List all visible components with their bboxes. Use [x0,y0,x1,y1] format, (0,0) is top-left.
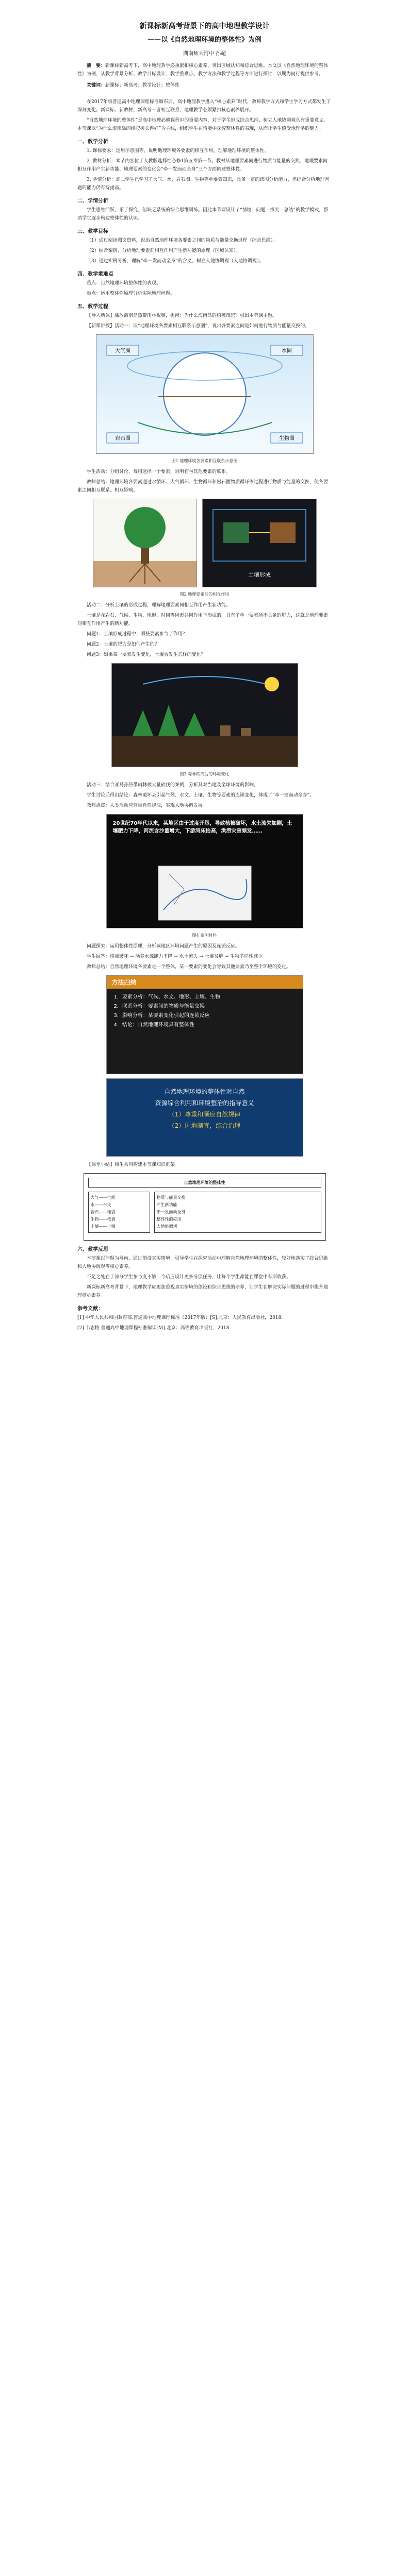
framework-left-item: 大气——气候 [90,1195,116,1200]
framework-left-item: 水——水文 [90,1202,111,1207]
sphere-label: 大气圈 [114,348,130,354]
case-text: 20世纪70年代以来，某地区由于过度开垦，导致植被破坏，水土流失加剧，土壤肥力下降，河流含沙量增大，下游河床抬高，洪涝灾害频发…… [112,821,292,834]
section-heading: 二、学情分析 [77,198,108,204]
paragraph: 重点：自然地理环境整体性的表现。 [87,281,161,286]
soil-panel-diagram [203,499,316,587]
paragraph: （3）通过实例分析，理解“牵一发而动全身”的含义，树立人地协调观（人地协调观）。 [87,259,264,264]
framework-right-item: 整体性的应用 [156,1217,182,1222]
framework-right-item: 物质与能量交换 [156,1195,186,1200]
panel-block [270,522,296,543]
section-heading: 一、教学分析 [77,139,108,145]
section-heading: 五、教学过程 [77,304,108,310]
paragraph: 【导入新课】播放海南岛热带雨林视频，提问：为什么海南岛的植被茂密？引出本节课主题。 [87,313,277,318]
section-heading: 六、教学反思 [77,1247,108,1252]
figure-case-material [106,814,303,928]
paragraph: 难点：运用整体性原理分析实际地理问题。 [87,291,175,296]
figure-caption: 图3 森林砍伐后的环境变化 [179,772,230,776]
framework-row [88,1192,321,1233]
paragraph: 不足之处在于部分学生参与度不够，今后应设计更多分层任务，让每个学生都能在课堂中有所收获。 [87,1275,291,1280]
method-line: 3．影响分析：某要素变化引起的连锁反应 [113,1013,210,1019]
section-heading: 四、教学重难点 [77,272,113,277]
tree-shape [184,713,205,736]
figure-soil-panel [202,499,317,587]
earth-circle [163,353,246,435]
abstract-label: 摘 要： [87,63,106,69]
figure-row [77,499,332,587]
tree-shape [158,705,179,736]
framework-right-item: 产生新功能 [156,1202,177,1207]
figure-guidance-slide [106,1078,303,1157]
paragraph: 1. 课标要求：运用示意图等，说明地理环境各要素的相互作用，理解地理环境的整体性。 [87,148,269,154]
method-title: 方法归纳 [107,976,303,989]
framework-right [154,1192,321,1233]
tree-diagram [93,499,197,587]
tree-shape [133,710,153,736]
paragraph: 问题探究：运用整体性原理，分析该地区环境问题产生的原因及连锁反应。 [87,944,240,949]
guidance-line: 自然地理环境的整体性对自然 [164,1088,245,1095]
panel-block [223,522,249,543]
case-map [107,863,303,925]
method-line: 1．要素分析：气候、水文、地形、土壤、生物 [113,994,220,1000]
keywords-label: 关键词： [87,83,106,88]
doc-title: 新课标新高考背景下的高中地理教学设计 [139,22,270,30]
paragraph: 教师总结：自然地理环境各要素是一个整体，某一要素的变化会导致其他要素乃至整个环境的变化。 [87,964,291,970]
deforestation-diagram [112,664,298,767]
paragraph: 问题1：土壤形成过程中，哪些要素参与了作用？ [87,632,187,637]
doc-author: 湖南师大附中 孙超 [183,51,226,57]
paragraph: 学生讨论后得出结论：森林破坏会引起气候、水文、土壤、生物等要素的连锁变化，体现了“牵一发而动全身”。 [87,793,315,798]
sphere-label: 生物圈 [279,436,295,442]
intro-paragraph: 在2017年版普通高中地理课程标准颁布后，高中地理教学进入“核心素养”时代，教师教学方式和学生学习方式都发生了深刻变化。新课标、新教材、新高考三者相互联系，地理教学必须紧扣核心素养展开。 [77,99,331,113]
guidance-line: 资源综合利用和环境整治的指导意义 [155,1099,254,1107]
paragraph: 问题3：如果某一要素发生变化，土壤会发生怎样的变化？ [87,652,206,657]
paragraph: 新课标新高考背景下，地理教学应更加重视真实情境的创设和综合思维的培养，让学生在解决实际问题的过程中提升地理核心素养。 [77,1285,329,1298]
section-heading: 三、教学目标 [77,229,108,234]
guidance-line: （2）因地制宜，综合治理 [168,1122,241,1129]
figure-tree [93,499,197,587]
framework-title: 自然地理环境的整体性 [88,1178,321,1188]
doc-subtitle: ——以《自然地理环境的整体性》为例 [147,36,261,44]
panel-label: 土壤形成 [248,571,271,578]
spheres-diagram [96,335,313,453]
references-heading: 参考文献： [77,1306,103,1312]
map-frame [158,866,251,920]
paragraph: 教师点拨：人类活动应尊重自然规律，实现人地协调发展。 [87,803,208,808]
framework-left [88,1192,150,1233]
figure-method-slide [106,975,303,1074]
paragraph: 活动三：结合亚马孙热带雨林被大量砍伐的案例，分析其对当地及全球环境的影响。 [87,783,259,788]
paragraph: 学生活动：分组讨论，每组选择一个要素，说明它与其他要素的联系。 [87,469,231,474]
framework-left-item: 岩石——地貌 [90,1210,116,1214]
paragraph: 2. 教材分析：本节内容位于人教版选择性必修1第五章第一节。教材从地理要素间进行物质与能量的交换、地理要素间相互作用产生新功能、地理要素的变化会“牵一发而动全身”三个方面阐述整体性。 [77,159,328,172]
paragraph: 学生思维活跃，乐于探究，但缺乏系统的综合思维训练。因此本节课设计了“情境—问题—探究—总结”的教学模式，帮助学生逐步构建整体性的认识。 [77,208,329,221]
abstract [77,62,332,78]
paragraph: 【课堂小结】师生共同构建本节课知识框架。 [87,1162,180,1167]
figure-caption: 图1 地理环境各要素相互联系示意图 [171,459,238,463]
paragraph: 学生回答：植被破坏 → 涵养水源能力下降 → 水土流失 → 土壤贫瘠 → 生物多样性减少。 [87,954,268,959]
tree-crown [124,507,166,548]
cycle-arrow [143,676,267,684]
paragraph: 活动二：分析土壤的形成过程，理解地理要素间相互作用产生新功能。 [87,603,231,608]
method-line: 2．联系分析：要素间的物质与能量交换 [113,1004,205,1009]
paragraph: （1）通过阅读图文资料，说出自然地理环境各要素之间的物质与能量交换过程（综合思维）。 [87,238,278,243]
sphere-label: 水圈 [281,348,292,354]
stump [220,725,231,736]
knowledge-framework [84,1173,326,1241]
abstract-text: 新课标新高考下，高中地理教学必须紧扣核心素养、突出区域认知和综合思维。本文以《自然地理环境的整体性》为例，从教学背景分析、教学目标设计、教学重难点、教学方法和教学过程等方面进行探讨，以期为同行提供参考。 [77,63,329,77]
paragraph: 【新课讲授】活动一：读“地理环境各要素相互联系示意图”，说出各要素之间是如何进行物质与能量交换的。 [87,324,310,329]
figure-deforestation [111,663,298,767]
guidance-text [107,1079,303,1139]
keywords-text: 新课标；新高考；教学设计；整体性 [105,83,180,88]
figure-spheres [96,334,314,454]
ground [112,736,298,767]
framework-left-item: 土壤——土壤 [90,1224,116,1229]
keywords [77,81,332,90]
reference-item: [2] 韦志榕.普通高中地理课程标准解读[M].北京：高等教育出版社，2018. [77,1326,231,1331]
paragraph: 3. 学情分析：高二学生已学习了大气、水、岩石圈、生物等单要素知识，具备一定的读图分析能力，但综合分析地理问题的能力仍有待提高。 [77,177,330,191]
paragraph: 土壤是在岩石、气候、生物、地形、时间等因素共同作用下形成的，具有了单一要素所不具备的肥力，这就是地理要素间相互作用产生的新功能。 [77,613,329,626]
paragraph: 问题2：土壤的肥力是如何产生的？ [87,642,159,647]
framework-right-item: 人地协调观 [156,1224,177,1229]
sphere-label: 岩石圈 [114,436,130,442]
stump [241,728,251,736]
method-line: 4．结论：自然地理环境具有整体性 [113,1022,194,1028]
guidance-line: （1）尊重和顺应自然规律 [168,1111,241,1118]
method-list [107,989,303,1034]
framework-right-item: 牵一发而动全身 [156,1210,186,1214]
paragraph: 教师总结：地理环境各要素通过水循环、大气循环、生物循环和岩石圈物质循环等过程进行物质与能量的交换，使各要素之间相互联系、相互影响。 [77,480,329,493]
reference-item: [1] 中华人民共和国教育部.普通高中地理课程标准（2017年版）[S].北京：人民教育出版社，2018. [77,1315,283,1320]
paragraph: （2）结合案例，分析地理要素间相互作用产生新功能的原理（区域认知）。 [87,248,241,253]
figure-caption: 图2 地理要素间的相互作用 [179,592,230,597]
framework-left-item: 生物——植被 [90,1217,116,1222]
intro-paragraph: “自然地理环境的整体性”是高中地理必修课程中的重要内容，对于学生形成综合思维、树立人地协调观具有重要意义。本节课以“为什么海南岛的橡胶树长得好”为主线，组织学生在情境中探究整体性的表现，从而让学生感受地理学的魅力。 [77,118,329,131]
sun [265,677,279,691]
paragraph: 本节课以问题为导向，通过创设真实情境，引导学生在探究活动中理解自然地理环境的整体性，较好地落实了综合思维和人地协调观等核心素养。 [77,1256,329,1269]
figure-caption: 图4 案例材料 [192,933,217,938]
